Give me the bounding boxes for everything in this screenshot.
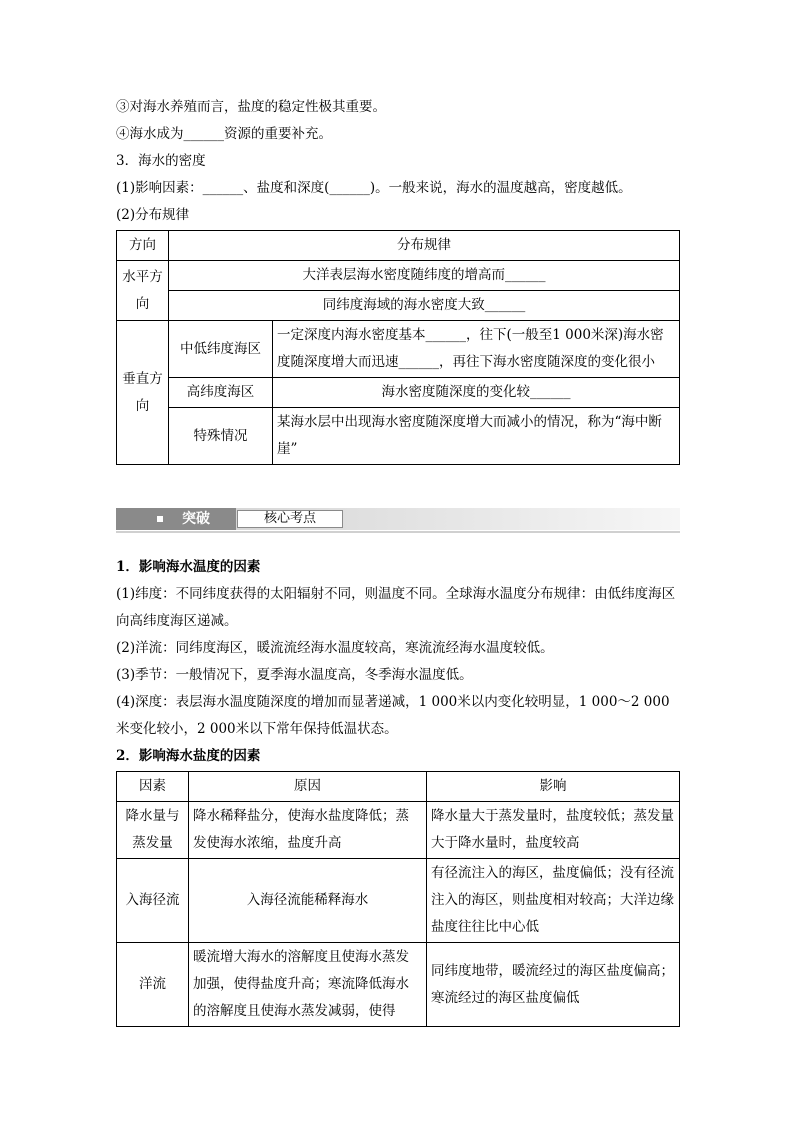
table-header-row [117, 231, 680, 261]
cell-zone: 中低纬度海区 [169, 321, 273, 378]
cell-zone: 高纬度海区 [169, 378, 273, 408]
section-title-temperature: 1．影响海水温度的因素 [116, 559, 261, 575]
section-title-salinity: 2．影响海水盐度的因素 [116, 748, 261, 764]
table-row [117, 943, 680, 1027]
salinity-factors-table [116, 771, 680, 1027]
header-rule: 分布规律 [169, 231, 680, 261]
cell-effect: 降水量大于蒸发量时，盐度较低；蒸发量大于降水量时，盐度较高 [427, 802, 680, 859]
cell-zone-rule: 一定深度内海水密度基本______，往下(一般至1 000米深)海水密度随深度增大而迅速______，再往下海水密度随深度的变化很小 [273, 321, 680, 378]
cell-effect: 有径流注入的海区，盐度偏低；没有径流注入的海区，则盐度相对较高；大洋边缘盐度往往比中心低 [427, 859, 680, 943]
cell-zone-rule: 某海水层中出现海水密度随深度增大而减小的情况，称为“海中断崖” [273, 408, 680, 465]
header-effect: 影响 [427, 772, 680, 802]
table-row [117, 321, 680, 378]
header-direction: 方向 [117, 231, 169, 261]
table-row [117, 378, 680, 408]
cell-cause: 降水稀释盐分，使海水盐度降低；蒸发使海水浓缩，盐度升高 [189, 802, 427, 859]
cell-cause: 暖流增大海水的溶解度且使海水蒸发加强，使得盐度升高；寒流降低海水的溶解度且使海水蒸发减弱，使得 [189, 943, 427, 1027]
table-row [117, 291, 680, 321]
header-factor: 因素 [117, 772, 189, 802]
list-item: (1)纬度：不同纬度获得的太阳辐射不同，则温度不同。全球海水温度分布规律：由低纬度海区向高纬度海区递减。 [116, 586, 676, 629]
cell-factor: 洋流 [117, 943, 189, 1027]
cell-zone: 特殊情况 [169, 408, 273, 465]
section-banner [116, 508, 680, 530]
banner-tag [116, 508, 236, 530]
section-title-density: 3．海水的密度 [116, 153, 206, 169]
page-content [116, 94, 680, 1027]
table-row [117, 802, 680, 859]
cell-effect: 同纬度地带，暖流经过的海区盐度偏高；寒流经过的海区盐度偏低 [427, 943, 680, 1027]
banner-label: 核心考点 [237, 510, 343, 528]
banner-underline [116, 531, 680, 533]
cell-horizontal-rule-1: 大洋表层海水密度随纬度的增高而______ [169, 261, 680, 291]
header-cause: 原因 [189, 772, 427, 802]
cell-zone-rule: 海水密度随深度的变化较______ [273, 378, 680, 408]
cell-factor: 入海径流 [117, 859, 189, 943]
list-item: (4)深度：表层海水温度随深度的增加而显著递减，1 000米以内变化较明显，1 000～2 000米变化较小，2 000米以下常年保持低温状态。 [116, 694, 670, 737]
square-bullet-icon [157, 516, 163, 522]
table-header-row [117, 772, 680, 802]
text-line-resource: ④海水成为______资源的重要补充。 [116, 126, 332, 142]
cell-factor: 降水量与蒸发量 [117, 802, 189, 859]
section-temperature [116, 554, 680, 743]
text-line-distribution-title: (2)分布规律 [116, 207, 190, 223]
text-line-factors: (1)影响因素：______、盐度和深度(______)。一般来说，海水的温度越高，密度越低。 [116, 180, 632, 196]
list-item: (2)洋流：同纬度海区，暖流流经海水温度较高，寒流流经海水温度较低。 [116, 640, 554, 656]
cell-horizontal-rule-2: 同纬度海域的海水密度大致______ [169, 291, 680, 321]
table-row [117, 859, 680, 943]
text-line-aquaculture: ③对海水养殖而言，盐度的稳定性极其重要。 [116, 99, 386, 115]
table-row [117, 261, 680, 291]
cell-cause: 入海径流能稀释海水 [189, 859, 427, 943]
density-distribution-table [116, 230, 680, 465]
banner-tag-text: 突破 [182, 511, 210, 527]
cell-horizontal-label: 水平方向 [117, 261, 169, 321]
list-item: (3)季节：一般情况下，夏季海水温度高，冬季海水温度低。 [116, 667, 473, 683]
cell-vertical-label: 垂直方向 [117, 321, 169, 465]
table-row [117, 408, 680, 465]
